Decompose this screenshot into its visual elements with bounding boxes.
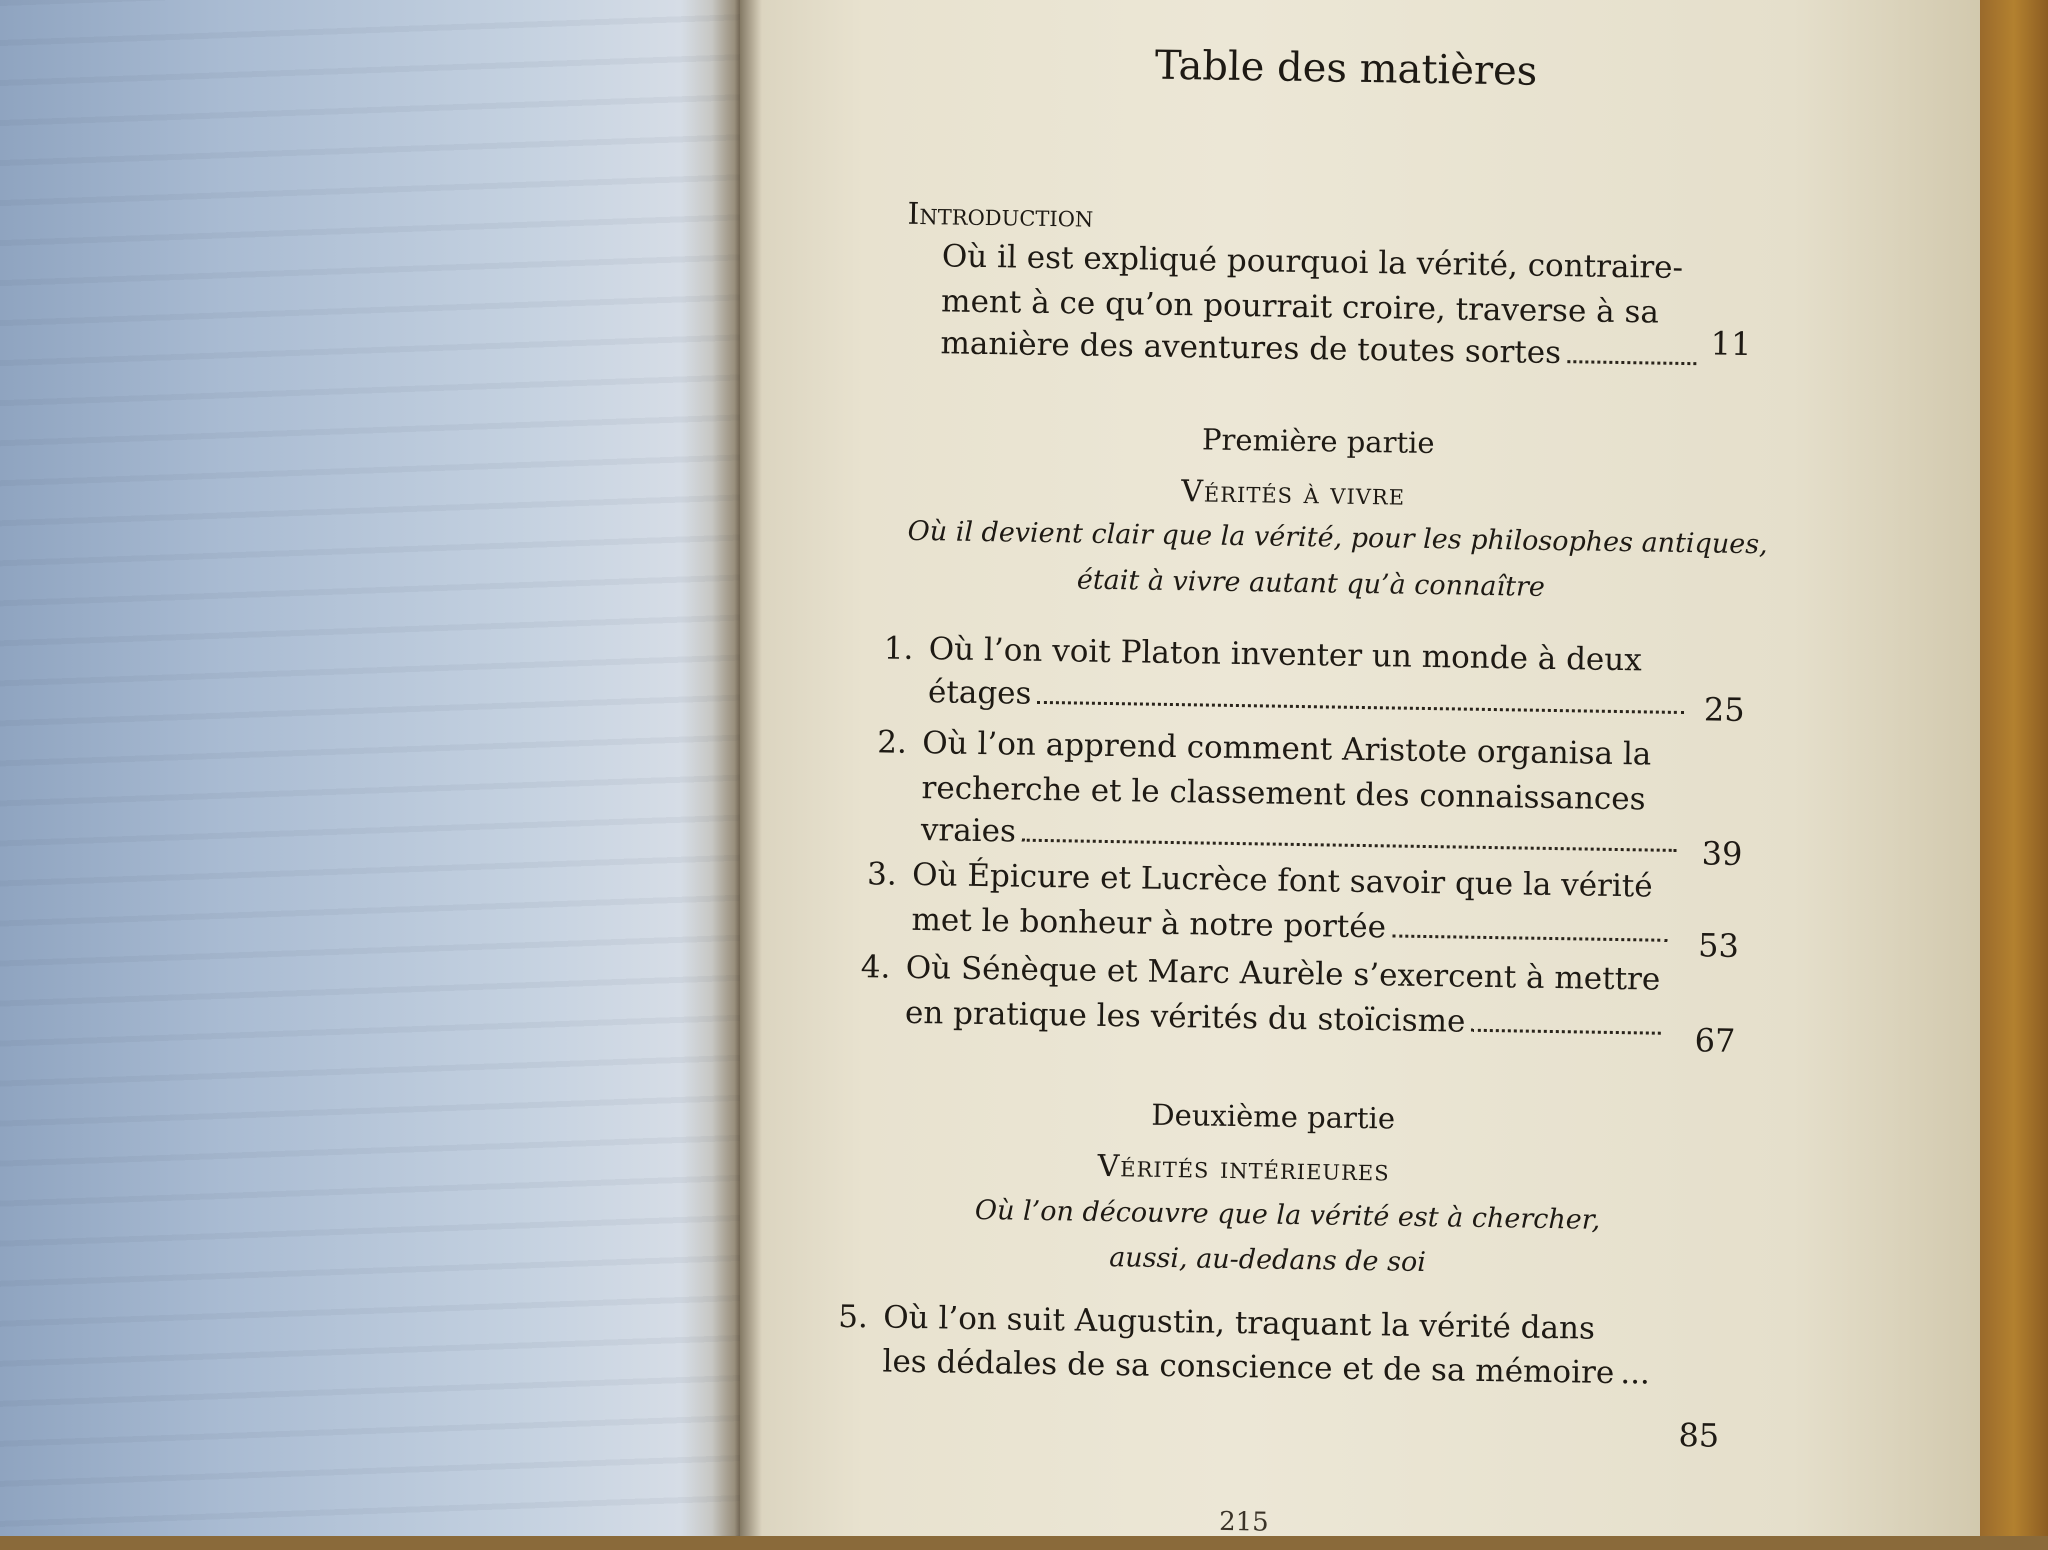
- chapter-leader-line: [928, 674, 1688, 722]
- introduction-line: ment à ce qu’on pourrait croire, traverse à sa: [940, 283, 1660, 331]
- page-title: Table des matières: [1154, 42, 1538, 95]
- chapter-number: 4.: [860, 949, 891, 986]
- chapter-number: 1.: [883, 630, 914, 667]
- part-subtitle: était à vivre autant qu’à connaître: [1076, 564, 1546, 603]
- chapter-line: Où Sénèque et Marc Aurèle s’exercent à mettre: [905, 949, 1661, 998]
- chapter-line: vraies: [920, 812, 1017, 850]
- folio: 215: [1218, 1506, 1269, 1538]
- page-number: 67: [1694, 1021, 1736, 1060]
- dot-leader: [1037, 700, 1684, 714]
- chapter-line: Où Épicure et Lucrèce font savoir que la vérité: [911, 856, 1653, 905]
- dot-leader: [1392, 933, 1668, 941]
- introduction-heading: Introduction: [907, 196, 1094, 235]
- chapter-number: 2.: [876, 724, 908, 761]
- chapter-number: 3.: [866, 856, 898, 893]
- introduction-line: manière des aventures de toutes sortes: [940, 325, 1562, 372]
- part-title: Vérités à vivre: [1180, 474, 1406, 513]
- chapter-line: étages: [927, 674, 1032, 712]
- part-label: Première partie: [1201, 422, 1435, 461]
- chapter-leader-line: [921, 812, 1681, 860]
- dot-leader: [1022, 838, 1677, 852]
- part-label: Deuxième partie: [1151, 1097, 1396, 1136]
- introduction-leader-line: [940, 325, 1700, 373]
- part-subtitle: Où il devient clair que la vérité, pour les philosophes antiques,: [907, 515, 1768, 561]
- dot-leader: [1567, 359, 1697, 365]
- chapter-number: 5.: [837, 1298, 869, 1336]
- part-subtitle: Où l’on découvre que la vérité est à chercher,: [974, 1194, 1601, 1236]
- page-number: 85: [1678, 1416, 1720, 1455]
- chapter-leader-line: [911, 902, 1671, 950]
- page-number: 25: [1703, 690, 1745, 729]
- part-title: Vérités intérieures: [1097, 1148, 1390, 1189]
- chapter-line: les dédales de sa conscience et de sa mémoire ...: [882, 1343, 1651, 1392]
- chapter-line: recherche et le classement des connaissances: [921, 770, 1646, 818]
- page-number: 39: [1701, 834, 1743, 873]
- part-subtitle: aussi, au-dedans de soi: [1108, 1242, 1427, 1279]
- chapter-line: Où l’on apprend comment Aristote organisa la: [921, 725, 1652, 773]
- chapter-leader-line: [905, 995, 1665, 1043]
- introduction-line: Où il est expliqué pourquoi la vérité, contraire-: [941, 238, 1684, 286]
- chapter-line: Où l’on suit Augustin, traquant la vérité dans: [882, 1299, 1596, 1347]
- dot-leader: [1471, 1028, 1661, 1035]
- page-number: 53: [1697, 926, 1740, 965]
- page-number: 11: [1710, 324, 1752, 364]
- chapter-line: en pratique les vérités du stoïcisme: [904, 994, 1466, 1040]
- chapter-line: Où l’on voit Platon inventer un monde à deux: [928, 631, 1643, 679]
- chapter-line: met le bonheur à notre portée: [911, 901, 1387, 946]
